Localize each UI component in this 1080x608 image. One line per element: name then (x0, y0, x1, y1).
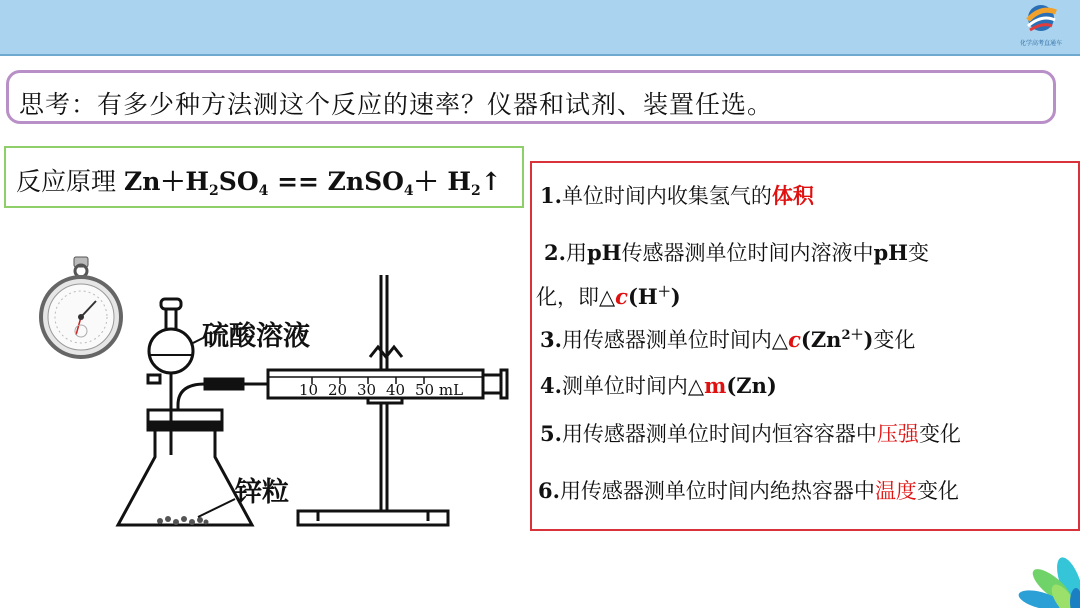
syringe-tick: 30 (357, 381, 377, 399)
syringe-tick: 50 mL (415, 381, 464, 399)
method-2: 2.用pH传感器测单位时间内溶液中pH变 (544, 240, 929, 265)
label-zinc: 锌粒 (235, 477, 289, 508)
label-sulfuric-acid: 硫酸溶液 (202, 321, 310, 352)
think-callout (6, 70, 1056, 124)
think-text: 思考：有多少种方法测这个反应的速率？仪器和试剂、装置任选。 (19, 90, 774, 119)
principle-box (4, 146, 524, 208)
syringe-tick: 10 (299, 381, 319, 399)
method-1: 1.单位时间内收集氢气的体积 (540, 183, 814, 208)
syringe-tick: 40 (386, 381, 406, 399)
logo-text: 化学高考直通车 (1019, 40, 1062, 47)
methods-box (530, 161, 1080, 531)
method-4: 4.测单位时间内△m(Zn) (540, 373, 777, 398)
method-5: 5.用传感器测单位时间内恒容容器中压强变化 (540, 421, 961, 446)
reaction-equation: $Zn+H_2SO_4$ == ZnSO$_4$＋ $H_2↑$ (123, 167, 502, 199)
method-6: 6.用传感器测单位时间内绝热容器中温度变化 (538, 478, 959, 503)
method-2-cont: 化，即△c(H＋) (536, 284, 681, 309)
apparatus-diagram (30, 245, 530, 545)
principle-label: 反应原理 (16, 167, 117, 196)
logo (1008, 2, 1074, 52)
syringe-tick: 20 (328, 381, 348, 399)
flower-decoration-icon (1000, 542, 1080, 608)
header-bar (0, 0, 1080, 56)
method-3: 3.用传感器测单位时间内$\triangle c(Zn^{2+})$变化 (540, 327, 916, 352)
principle-line (16, 162, 502, 199)
